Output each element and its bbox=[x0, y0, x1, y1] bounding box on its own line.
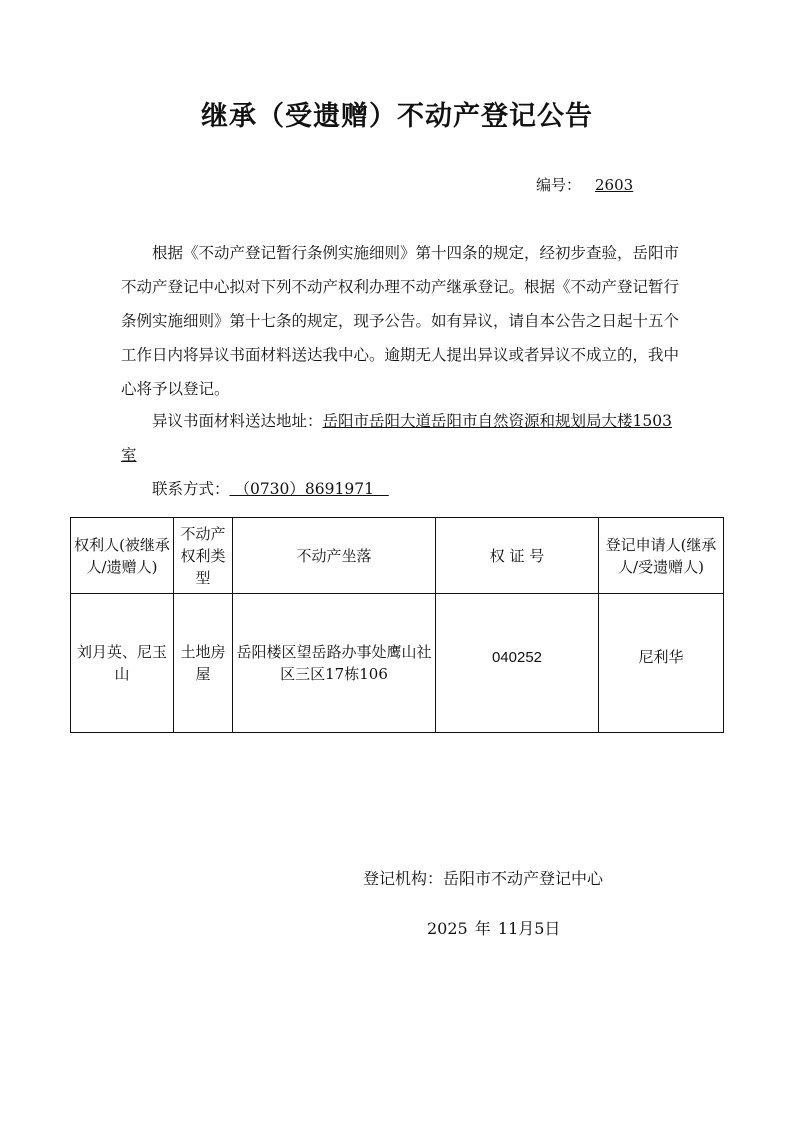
address-value: 岳阳市岳阳大道岳阳市自然资源和规划局大楼1503室 bbox=[121, 412, 672, 464]
registration-agency: 登记机构：岳阳市不动产登记中心 bbox=[363, 869, 604, 888]
notice-paragraph: 根据《不动产登记暂行条例实施细则》第十四条的规定，经初步查验，岳阳市不动产登记中心拟对下列不动产权利办理不动产继承登记。根据《不动产登记暂行条例实施细则》第十七条的规定，现予公告。如有异议，请自本公告之日起十五个工作日内将异议书面材料送达我中心。逾期无人提出异议或者异议不成立的，我中心将予以登记。 bbox=[121, 244, 680, 398]
cell-property-type: 土地房屋 bbox=[174, 594, 233, 733]
serial-number bbox=[536, 174, 633, 195]
header-certificate-no: 权 证 号 bbox=[436, 518, 599, 594]
cell-certificate-no: 040252 bbox=[436, 594, 599, 733]
notice-body bbox=[121, 236, 679, 406]
objection-address bbox=[121, 404, 681, 472]
table-row bbox=[71, 594, 724, 733]
serial-label: 编号： bbox=[536, 176, 582, 194]
serial-value: 2603 bbox=[595, 176, 634, 194]
contact-value: （0730）8691971 bbox=[234, 480, 374, 498]
header-location: 不动产坐落 bbox=[233, 518, 436, 594]
notice-title: 继承（受遗赠）不动产登记公告 bbox=[201, 101, 593, 132]
header-property-type: 不动产权利类型 bbox=[174, 518, 233, 594]
cell-applicant: 尼利华 bbox=[599, 594, 724, 733]
contact-label: 联系方式： bbox=[152, 480, 230, 498]
table-header-row bbox=[71, 518, 724, 594]
address-label: 异议书面材料送达地址： bbox=[152, 412, 323, 430]
registration-table bbox=[70, 517, 724, 733]
header-rights-holder: 权利人(被继承人/遗赠人) bbox=[71, 518, 174, 594]
header-applicant: 登记申请人(继承人/受遗赠人) bbox=[599, 518, 724, 594]
notice-date: 2025 年 11月5日 bbox=[427, 919, 561, 938]
cell-rights-holder: 刘月英、尼玉山 bbox=[71, 594, 174, 733]
cell-location: 岳阳楼区望岳路办事处鹰山社区三区17栋106 bbox=[233, 594, 436, 733]
contact-info bbox=[121, 472, 389, 506]
